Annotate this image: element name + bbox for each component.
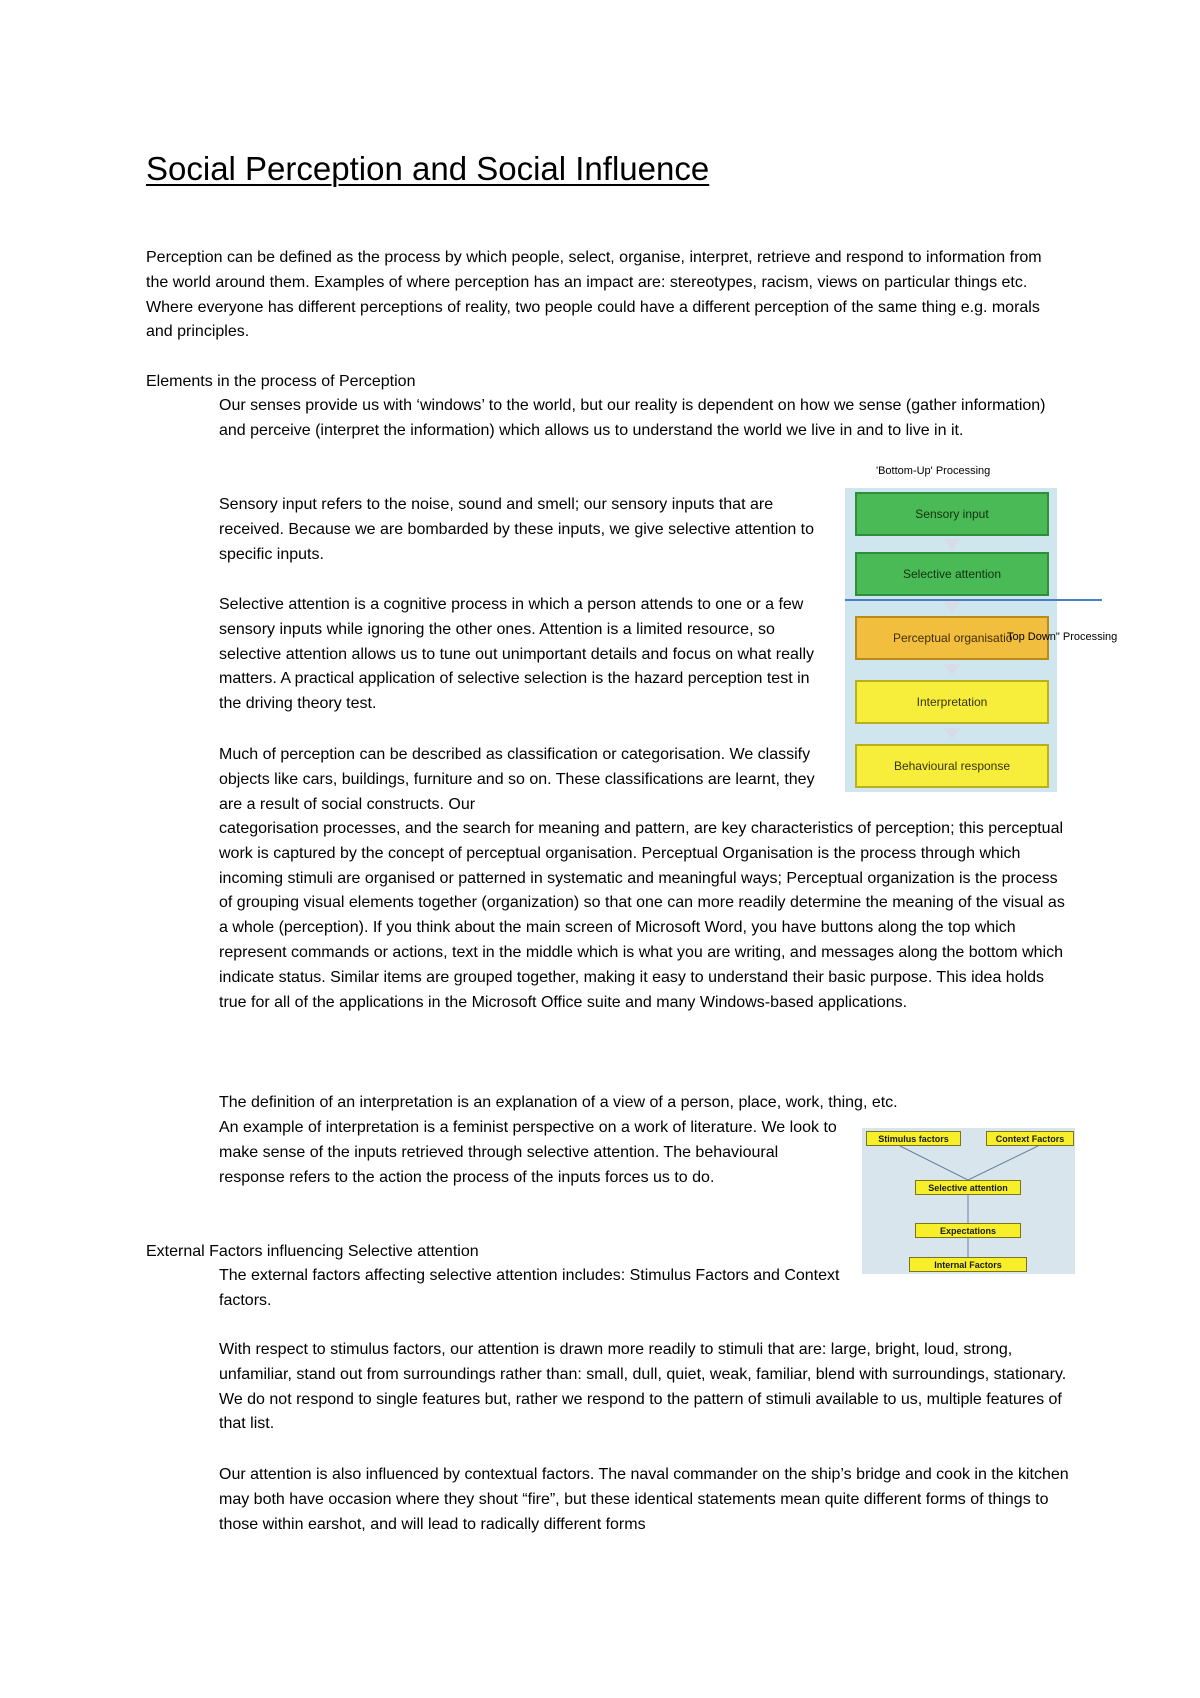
factor-connector-lines bbox=[862, 1128, 1075, 1274]
interpretation-paragraph: An example of interpretation is a feminist perspective on a work of literature. We look to make sense of the inputs retrieved through selective attention. The behavioural response refers to the action the process of the inputs forces us to do. bbox=[219, 1119, 837, 1186]
senses-paragraph: Our senses provide us with ‘windows’ to the world, but our reality is dependent on how we sense (gather information) and perceive (interpret the information) which allows us to understand the world we live in and to live in it. bbox=[219, 397, 1046, 439]
interpretation-definition: The definition of an interpretation is an explanation of a view of a person, place, work, thing, etc. bbox=[219, 1094, 898, 1111]
step-perceptual-organisation: Perceptual organisatio bbox=[855, 616, 1049, 660]
classification-paragraph-continued: categorisation processes, and the search for meaning and pattern, are key characteristics of perception; this perceptual work is captured by the concept of perceptual organisation. Perceptual Organisation is the process through which incoming stimuli are organised or patterned in systematic and meaningful ways; Perceptual organization is the process of grouping visual elements together (organization) so that one can more readily determine the meaning of the visual as a whole (perception). If you think about the main screen of Microsoft Word, you have buttons along the top which represent commands or actions, text in the middle which is what you are writing, and messages along the bottom which indicate status. Similar items are grouped together, making it easy to understand their basic purpose. This idea holds true for all of the applications in the Microsoft Office suite and many Windows-based applications. bbox=[219, 820, 1065, 1011]
selective-attention-box: Selective attention bbox=[915, 1180, 1021, 1195]
down-arrow-icon bbox=[943, 664, 961, 675]
stimulus-factors-box: Stimulus factors bbox=[866, 1131, 961, 1146]
step-interpretation: Interpretation bbox=[855, 680, 1049, 724]
external-factors-heading: External Factors influencing Selective attention bbox=[146, 1243, 479, 1260]
page-title: Social Perception and Social Influence bbox=[146, 150, 710, 187]
stimulus-factors-paragraph: With respect to stimulus factors, our attention is drawn more readily to stimuli that are: large, bright, loud, strong, unfamiliar, stand out from surroundings rather than: small, dull, quiet, weak, familiar, blend with surroundings, stationary. We do not respond to single features but, rather we respond to the pattern of stimuli available to us, multiple features of that list. bbox=[219, 1341, 1067, 1433]
processing-divider-line bbox=[845, 599, 1102, 601]
step-selective-attention: Selective attention bbox=[855, 552, 1049, 596]
sensory-input-paragraph: Sensory input refers to the noise, sound and smell; our sensory inputs that are received. Because we are bombarded by these inputs, we give selective attention to specific inputs. bbox=[219, 496, 815, 563]
bottom-up-caption: 'Bottom-Up' Processing bbox=[876, 465, 991, 477]
down-arrow-icon bbox=[943, 728, 961, 739]
internal-factors-box: Internal Factors bbox=[909, 1257, 1027, 1272]
context-factors-box: Context Factors bbox=[986, 1131, 1074, 1146]
expectations-box: Expectations bbox=[915, 1223, 1021, 1238]
intro-paragraph: Perception can be defined as the process by which people, select, organise, interpret, retrieve and respond to information from the world around them. Examples of where perception has an impact are: stereotypes, racism, views on particular things etc. Where everyone has different perceptions of reality, two people could have a different perception of the same thing e.g. morals and principles. bbox=[146, 249, 1042, 341]
step-behavioural-response: Behavioural response bbox=[855, 744, 1049, 788]
classification-paragraph-start: Much of perception can be described as classification or categorisation. We classify objects like cars, buildings, furniture and so on. These classifications are learnt, they are a result of social constructs. Our bbox=[219, 746, 815, 813]
external-factors-paragraph: The external factors affecting selective attention includes: Stimulus Factors and Context factors. bbox=[219, 1267, 840, 1309]
selective-attention-paragraph: Selective attention is a cognitive process in which a person attends to one or a few sensory inputs while ignoring the other ones. Attention is a limited resource, so selective attention allows us to tune out unimportant details and focus on what really matters. A practical application of selective selection is the hazard perception test in the driving theory test. bbox=[219, 596, 815, 713]
down-arrow-icon bbox=[943, 601, 961, 612]
down-arrow-icon bbox=[943, 539, 961, 550]
elements-heading: Elements in the process of Perception bbox=[146, 373, 416, 390]
top-down-caption: Top Down" Processing bbox=[1007, 631, 1118, 643]
context-factors-paragraph: Our attention is also influenced by contextual factors. The naval commander on the ship’s bridge and cook in the kitchen may both have occasion where they shout “fire”, but these identical statements mean quite different forms of things to those within earshot, and will lead to radically different forms bbox=[219, 1466, 1069, 1533]
step-sensory-input: Sensory input bbox=[855, 492, 1049, 536]
attention-factors-figure bbox=[862, 1128, 1075, 1274]
